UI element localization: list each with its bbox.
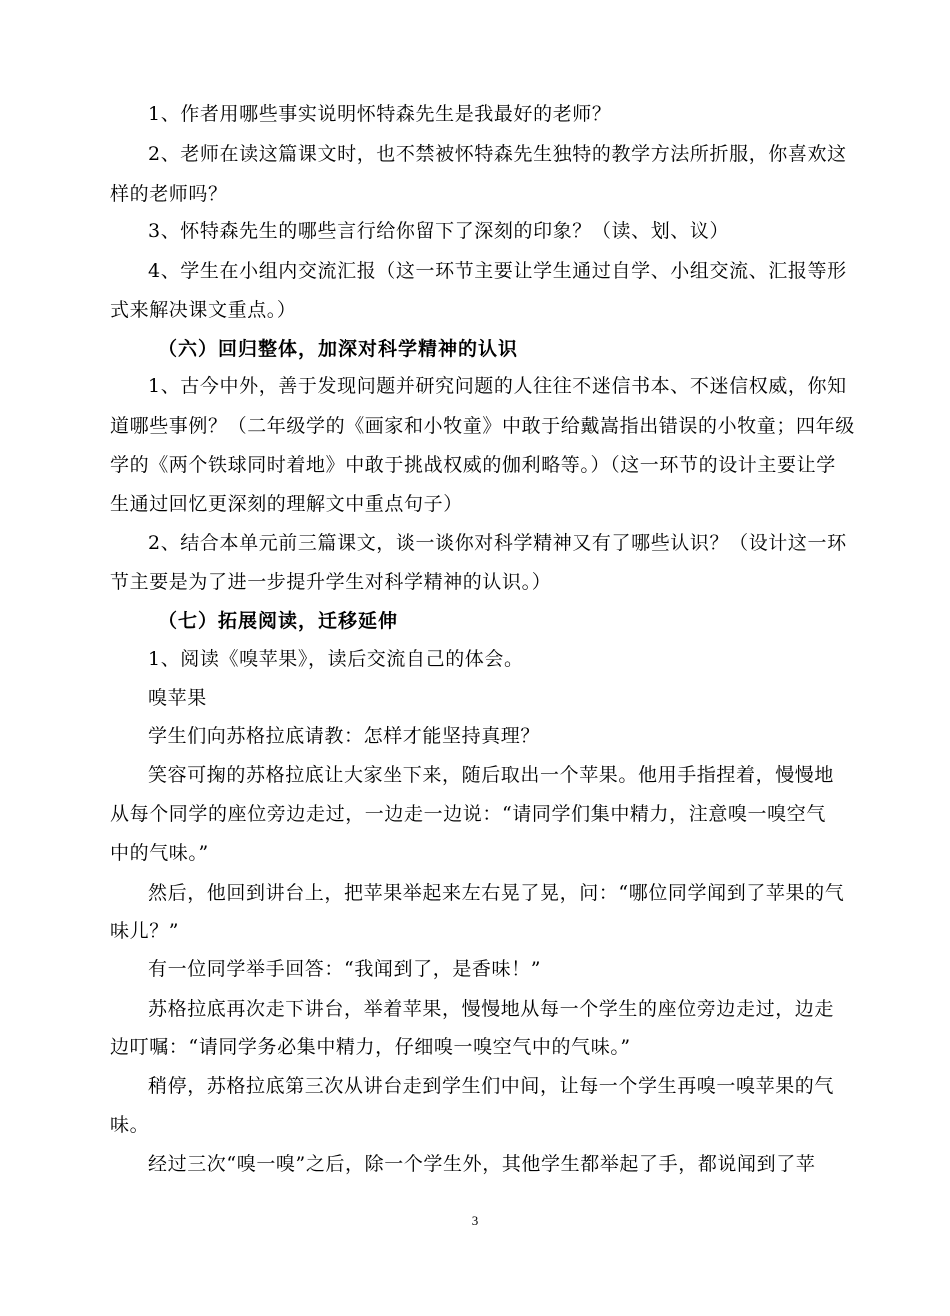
paragraph-line: 4、学生在小组内交流汇报（这一环节主要让学生通过自学、小组交流、汇报等形 <box>148 260 847 282</box>
paragraph-line: 生通过回忆更深刻的理解文中重点句子） <box>110 493 463 515</box>
paragraph-line: 稍停，苏格拉底第三次从讲台走到学生们中间，让每一个学生再嗅一嗅苹果的气 <box>148 1075 835 1097</box>
paragraph-line: 学的《两个铁球同时着地》中敢于挑战权威的伽利略等。）（这一环节的设计主要让学 <box>110 454 836 476</box>
paragraph-line: 1、古今中外，善于发现问题并研究问题的人往往不迷信书本、不迷信权威，你知 <box>148 375 847 397</box>
paragraph-line: 节主要是为了进一步提升学生对科学精神的认识。） <box>110 571 552 593</box>
paragraph-line: 有一位同学举手回答：“我闻到了，是香味！” <box>148 958 542 980</box>
paragraph-line: 笑容可掬的苏格拉底让大家坐下来，随后取出一个苹果。他用手指捏着，慢慢地 <box>148 764 835 786</box>
paragraph-line: 3、怀特森先生的哪些言行给你留下了深刻的印象？（读、划、议） <box>148 220 730 242</box>
paragraph-line: 味。 <box>110 1114 150 1136</box>
paragraph-line: 样的老师吗？ <box>110 183 228 205</box>
paragraph-line: 2、结合本单元前三篇课文，谈一谈你对科学精神又有了哪些认识？（设计这一环 <box>148 532 847 554</box>
paragraph-line: 道哪些事例？（二年级学的《画家和小牧童》中敢于给戴嵩指出错误的小牧童；四年级 <box>110 415 855 437</box>
paragraph-line: 学生们向苏格拉底请教：怎样才能坚持真理？ <box>148 725 541 747</box>
paragraph-line: 1、阅读《嗅苹果》，读后交流自己的体会。 <box>148 648 524 670</box>
paragraph-line: 式来解决课文重点。） <box>110 299 297 321</box>
paragraph-line: 1、作者用哪些事实说明怀特森先生是我最好的老师？ <box>148 103 612 125</box>
paragraph-line: 2、老师在读这篇课文时，也不禁被怀特森先生独特的教学方法所折服，你喜欢这 <box>148 143 847 165</box>
page-number: 3 <box>471 1213 479 1228</box>
paragraph-line: 中的气味。” <box>110 842 209 864</box>
section-heading: （六）回归整体，加深对科学精神的认识 <box>158 338 519 360</box>
paragraph-line: 从每个同学的座位旁边走过，一边走一边说：“请同学们集中精力，注意嗅一嗅空气 <box>110 803 826 825</box>
section-heading: （七）拓展阅读，迁移延伸 <box>158 610 399 632</box>
paragraph-line: 边叮嘱：“请同学务必集中精力，仔细嗅一嗅空气中的气味。” <box>110 1036 631 1058</box>
paragraph-line: 味儿？” <box>110 920 180 942</box>
paragraph-line: 然后，他回到讲台上，把苹果举起来左右晃了晃，问：“哪位同学闻到了苹果的气 <box>148 882 845 904</box>
paragraph-line: 苏格拉底再次走下讲台，举着苹果，慢慢地从每一个学生的座位旁边走过，边走 <box>148 998 835 1020</box>
article-title: 嗅苹果 <box>148 687 207 709</box>
paragraph-line: 经过三次“嗅一嗅”之后，除一个学生外，其他学生都举起了手，都说闻到了苹 <box>148 1153 816 1175</box>
